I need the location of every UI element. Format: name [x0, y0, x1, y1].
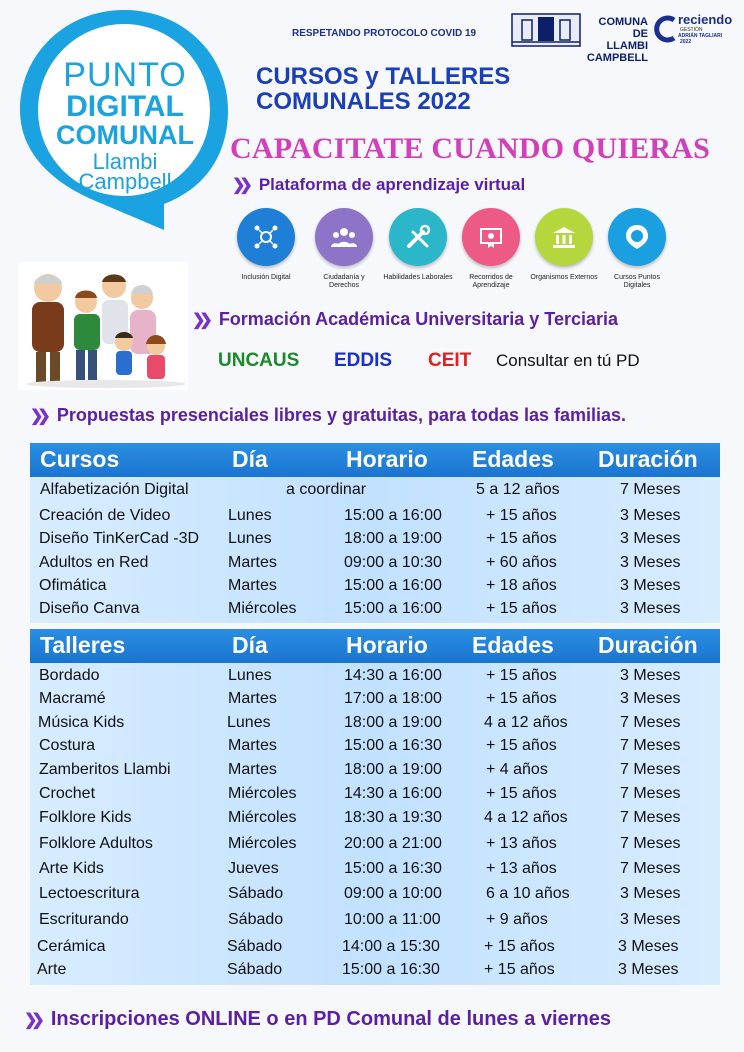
certificate-icon: [462, 208, 520, 266]
curso-duracion: 3 Meses: [620, 530, 681, 547]
tools-icon: [389, 208, 447, 266]
inclusion-digital-item[interactable]: [236, 208, 296, 282]
slogan: CAPACITATE CUANDO QUIERAS: [230, 132, 711, 165]
taller-horario: 10:00 a 11:00: [344, 911, 441, 928]
pin-line-1: PUNTO: [63, 56, 187, 94]
creciendo-name-2: ADRIÁN TAGLIARI: [678, 33, 723, 39]
curso-dia: Martes: [228, 577, 277, 594]
plataforma-text: Plataforma de aprendizaje virtual: [258, 175, 526, 194]
icon-label: Ciudadanía y Derechos: [323, 274, 365, 290]
taller-edades: + 15 años: [486, 737, 557, 754]
pin-text: [40, 58, 210, 193]
formacion-text: Formación Académica Universitaria y Terciaria: [218, 309, 618, 329]
comuna-line-1: COMUNA DE: [598, 16, 648, 41]
propuestas-heading: [30, 405, 626, 426]
talleres-table: [30, 663, 720, 985]
taller-duracion: 3 Meses: [620, 667, 681, 684]
plataforma-heading: [232, 175, 525, 195]
taller-horario: 14:30 a 16:00: [344, 785, 442, 802]
double-chevron-icon: ❯❯: [192, 311, 207, 329]
taller-nombre: Música Kids: [38, 714, 125, 731]
curso-nombre: Diseño TinKerCad -3D: [39, 530, 200, 547]
curso-dia: Lunes: [228, 507, 272, 524]
taller-edades: + 15 años: [486, 785, 557, 802]
recorridos-item[interactable]: [461, 208, 521, 290]
curso-edades: + 60 años: [486, 554, 557, 571]
col-header-duracion: Duración: [598, 446, 698, 472]
network-icon: [237, 208, 295, 266]
taller-nombre: Cerámica: [37, 938, 106, 955]
icon-label: Habilidades Laborales: [383, 274, 453, 281]
taller-duracion: 7 Meses: [620, 761, 681, 778]
taller-dia: Miércoles: [228, 835, 297, 852]
creciendo-gestion: GESTIÓN: [680, 27, 703, 33]
curso-dia: Lunes: [228, 530, 272, 547]
taller-nombre: Zamberitos Llambi: [39, 761, 171, 778]
col-header-cursos: Cursos: [40, 446, 120, 472]
curso-edades: + 15 años: [486, 600, 557, 617]
taller-edades: + 15 años: [486, 690, 557, 707]
formacion-heading: [192, 309, 618, 330]
covid-notice: RESPETANDO PROTOCOLO COVID 19: [292, 28, 477, 39]
main-title-line-2: COMUNALES 2022: [256, 88, 471, 116]
taller-horario: 14:00 a 15:30: [342, 938, 440, 955]
taller-horario: 20:00 a 21:00: [344, 835, 442, 852]
curso-dia: Miércoles: [228, 600, 297, 617]
col-header-dia: Día: [232, 632, 268, 658]
institution-eddis[interactable]: EDDIS: [334, 350, 393, 371]
curso-duracion: 3 Meses: [620, 554, 681, 571]
curso-duracion: 7 Meses: [620, 481, 681, 498]
taller-nombre: Escriturando: [39, 911, 129, 928]
taller-duracion: 7 Meses: [620, 785, 681, 802]
punto-digital-icon: [608, 208, 666, 266]
main-title: [256, 64, 510, 114]
ciudadania-item[interactable]: [314, 208, 374, 290]
taller-horario: 15:00 a 16:30: [342, 961, 440, 978]
taller-duracion: 3 Meses: [620, 690, 681, 707]
comuna-line-2: LLAMBI CAMPBELL: [586, 40, 648, 65]
taller-edades: + 9 años: [486, 911, 548, 928]
curso-duracion: 3 Meses: [620, 507, 681, 524]
col-header-dia: Día: [232, 446, 268, 472]
taller-duracion: 3 Meses: [620, 885, 681, 902]
taller-nombre: Arte Kids: [39, 860, 104, 877]
family-illustration: [18, 262, 188, 390]
taller-horario: 18:30 a 19:30: [344, 809, 442, 826]
double-chevron-icon: ❯❯: [30, 407, 45, 425]
curso-horario: 15:00 a 16:00: [344, 600, 442, 617]
taller-horario: 09:00 a 10:00: [344, 885, 442, 902]
taller-edades: 4 a 12 años: [484, 714, 568, 731]
taller-edades: + 4 años: [486, 761, 548, 778]
double-chevron-icon: ❯❯: [232, 177, 247, 194]
organismos-item[interactable]: [530, 208, 598, 282]
taller-dia: Martes: [228, 690, 277, 707]
col-header-edades: Edades: [472, 446, 554, 472]
creciendo-c-icon: [652, 14, 678, 44]
taller-horario: 18:00 a 19:00: [344, 714, 442, 731]
taller-horario: 17:00 a 18:00: [344, 690, 442, 707]
curso-nombre: Alfabetización Digital: [40, 481, 189, 498]
col-header-duracion: Duración: [598, 632, 698, 658]
curso-nombre: Creación de Video: [39, 507, 171, 524]
taller-duracion: 7 Meses: [620, 809, 681, 826]
taller-nombre: Folklore Kids: [39, 809, 132, 826]
taller-dia: Lunes: [228, 667, 272, 684]
platform-icons: [234, 208, 674, 298]
pin-line-5: Campbell: [78, 169, 172, 194]
taller-duracion: 7 Meses: [620, 714, 681, 731]
cursos-table: [30, 477, 720, 623]
taller-horario: 14:30 a 16:00: [344, 667, 442, 684]
cursos-header-band: [30, 443, 720, 477]
consultar-text: Consultar en tú PD: [496, 351, 640, 370]
comuna-emblem-icon: [508, 12, 584, 48]
building-icon: [535, 208, 593, 266]
comuna-text: [586, 16, 648, 64]
taller-dia: Miércoles: [228, 809, 297, 826]
people-icon: [315, 208, 373, 266]
taller-dia: Miércoles: [228, 785, 297, 802]
icon-label: Cursos Puntos Digitales: [614, 274, 660, 290]
habilidades-item[interactable]: [383, 208, 453, 282]
col-header-talleres: Talleres: [40, 632, 126, 658]
creciendo-logo: [652, 12, 732, 48]
curso-nombre: Diseño Canva: [39, 600, 140, 617]
taller-duracion: 3 Meses: [618, 938, 679, 955]
creciendo-year: 2022: [680, 39, 692, 45]
taller-duracion: 3 Meses: [618, 961, 679, 978]
taller-horario: 15:00 a 16:30: [344, 737, 442, 754]
taller-edades: 6 a 10 años: [486, 885, 570, 902]
taller-nombre: Macramé: [39, 690, 106, 707]
taller-edades: + 15 años: [484, 961, 555, 978]
taller-dia: Martes: [228, 737, 277, 754]
curso-horario: a coordinar: [286, 481, 367, 498]
icon-label: Organismos Externos: [530, 274, 598, 281]
taller-dia: Sábado: [227, 961, 283, 978]
curso-nombre: Adultos en Red: [39, 554, 149, 571]
curso-dia: Martes: [228, 554, 277, 571]
taller-dia: Martes: [228, 761, 277, 778]
cursos-pd-item[interactable]: [607, 208, 667, 290]
taller-horario: 15:00 a 16:30: [344, 860, 442, 877]
curso-edades: + 15 años: [486, 507, 557, 524]
curso-horario: 18:00 a 19:00: [344, 530, 442, 547]
institution-ceit[interactable]: CEIT: [428, 350, 472, 371]
curso-duracion: 3 Meses: [620, 600, 681, 617]
taller-dia: Sábado: [228, 911, 284, 928]
pin-line-2: DIGITAL: [66, 90, 184, 123]
curso-edades: 5 a 12 años: [476, 481, 560, 498]
curso-horario: 15:00 a 16:00: [344, 507, 442, 524]
taller-nombre: Lectoescritura: [39, 885, 140, 902]
taller-nombre: Arte: [37, 961, 67, 978]
taller-nombre: Costura: [39, 737, 96, 754]
talleres-header-band: [30, 629, 720, 663]
curso-edades: + 18 años: [486, 577, 557, 594]
curso-horario: 15:00 a 16:00: [344, 577, 442, 594]
taller-dia: Sábado: [227, 938, 283, 955]
icon-label: Inclusión Digital: [241, 274, 291, 281]
creciendo-name: reciendo: [678, 12, 733, 27]
taller-horario: 18:00 a 19:00: [344, 761, 442, 778]
icon-label: Recorridos de Aprendizaje: [469, 274, 513, 290]
taller-dia: Sábado: [228, 885, 284, 902]
inscripciones-footer: [24, 1008, 611, 1031]
col-header-horario: Horario: [346, 632, 428, 658]
taller-nombre: Crochet: [39, 785, 96, 802]
curso-edades: + 15 años: [486, 530, 557, 547]
propuestas-text: Propuestas presenciales libres y gratuitas, para todas las familias.: [56, 405, 627, 425]
curso-duracion: 3 Meses: [620, 577, 681, 594]
taller-duracion: 3 Meses: [620, 911, 681, 928]
taller-edades: + 15 años: [484, 938, 555, 955]
taller-duracion: 7 Meses: [620, 835, 681, 852]
institution-uncaus[interactable]: UNCAUS: [218, 350, 300, 371]
main-title-line-1: CURSOS y TALLERES: [256, 63, 511, 90]
curso-nombre: Ofimática: [39, 577, 107, 594]
taller-edades: + 13 años: [486, 835, 557, 852]
taller-edades: + 13 años: [486, 860, 557, 877]
taller-dia: Jueves: [228, 860, 279, 877]
inscripciones-text: Inscripciones ONLINE o en PD Comunal de lunes a viernes: [50, 1008, 611, 1030]
pin-line-3: COMUNAL: [56, 120, 194, 150]
pin-line-4: Llambi: [92, 149, 158, 174]
taller-duracion: 7 Meses: [620, 737, 681, 754]
taller-dia: Lunes: [227, 714, 271, 731]
curso-horario: 09:00 a 10:30: [344, 554, 442, 571]
taller-edades: + 15 años: [486, 667, 557, 684]
taller-edades: 4 a 12 años: [484, 809, 568, 826]
col-header-edades: Edades: [472, 632, 554, 658]
taller-nombre: Bordado: [39, 667, 100, 684]
col-header-horario: Horario: [346, 446, 428, 472]
taller-duracion: 7 Meses: [620, 860, 681, 877]
double-chevron-icon: ❯❯: [24, 1011, 39, 1029]
taller-nombre: Folklore Adultos: [39, 835, 153, 852]
